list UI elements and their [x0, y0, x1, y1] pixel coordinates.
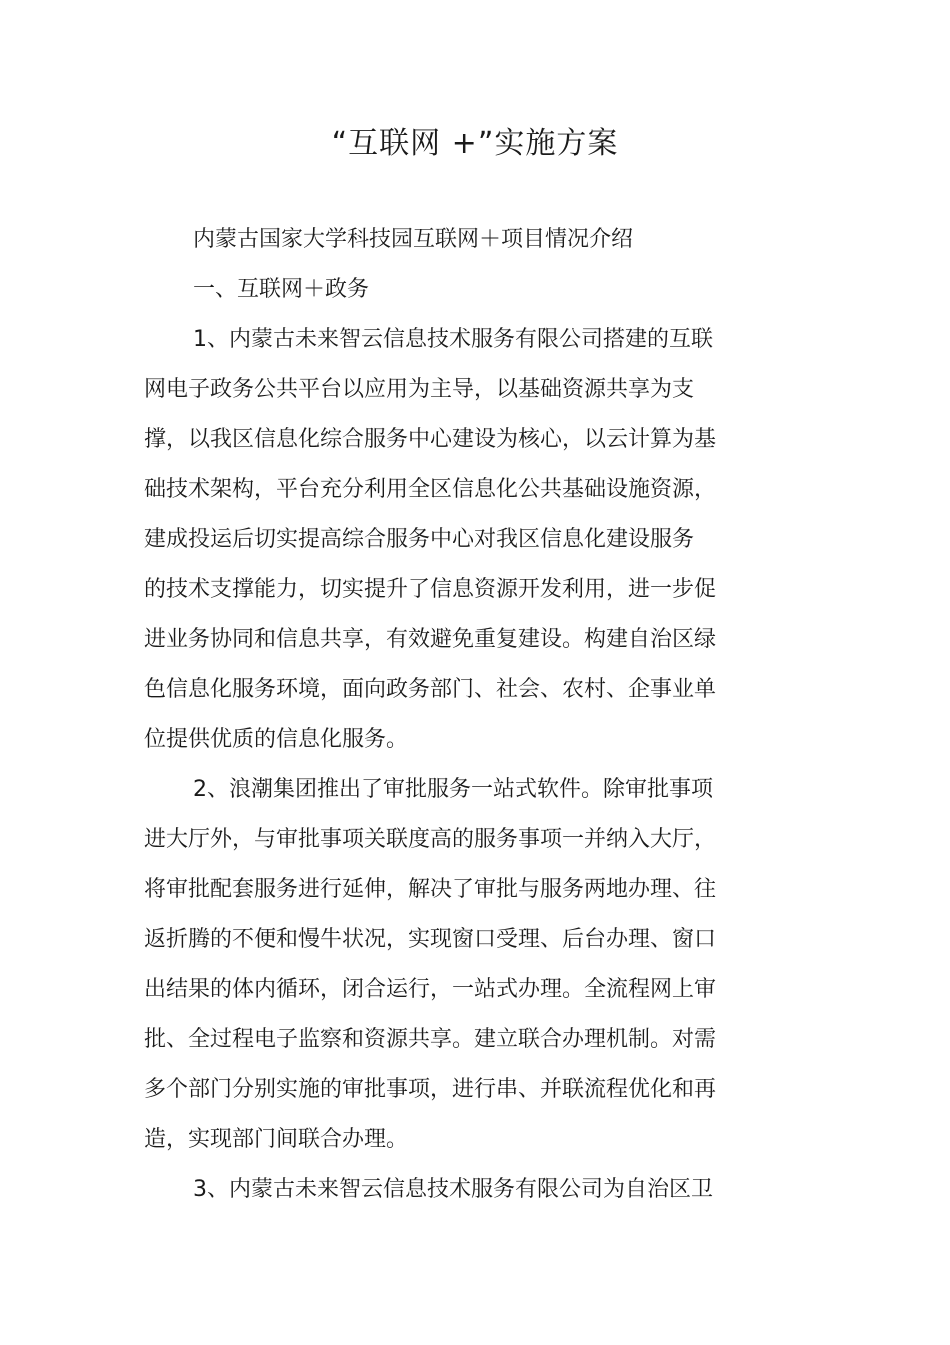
text-line: 出结果的体内循环，闭合运行，一站式办理。全流程网上审 — [144, 977, 717, 1002]
text-line: 撑，以我区信息化综合服务中心建设为核心，以云计算为基 — [144, 427, 717, 452]
text-line: 多个部门分别实施的审批事项，进行串、并联流程优化和再 — [144, 1077, 717, 1102]
text-line: 网电子政务公共平台以应用为主导，以基础资源共享为支 — [144, 377, 695, 402]
text-line: 2、浪潮集团推出了审批服务一站式软件。除审批事项 — [193, 777, 713, 802]
text-line: 进大厅外，与审批事项关联度高的服务事项一并纳入大厅， — [144, 827, 717, 852]
text-line: 进业务协同和信息共享，有效避免重复建设。构建自治区绿 — [144, 627, 717, 652]
text-line: 的技术支撑能力，切实提升了信息资源开发利用，进一步促 — [144, 577, 717, 602]
text-line: 造，实现部门间联合办理。 — [144, 1127, 409, 1152]
text-line: 内蒙古国家大学科技园互联网＋项目情况介绍 — [193, 227, 634, 252]
text-line: 1、内蒙古未来智云信息技术服务有限公司搭建的互联 — [193, 327, 713, 352]
text-line: 将审批配套服务进行延伸，解决了审批与服务两地办理、往 — [144, 877, 717, 902]
text-line: 色信息化服务环境，面向政务部门、社会、农村、企事业单 — [144, 677, 717, 702]
document-title: “互联网 +”实施方案 — [331, 126, 619, 161]
text-line: 返折腾的不便和慢牛状况，实现窗口受理、后台办理、窗口 — [144, 927, 717, 952]
text-line: 础技术架构，平台充分利用全区信息化公共基础设施资源， — [144, 477, 717, 502]
text-line: 批、全过程电子监察和资源共享。建立联合办理机制。对需 — [144, 1027, 717, 1052]
text-line: 3、内蒙古未来智云信息技术服务有限公司为自治区卫 — [193, 1177, 713, 1202]
text-line: 建成投运后切实提高综合服务中心对我区信息化建设服务 — [144, 527, 695, 552]
text-line: 一、互联网＋政务 — [193, 277, 370, 302]
text-line: 位提供优质的信息化服务。 — [144, 727, 409, 752]
document-body — [144, 215, 740, 1215]
